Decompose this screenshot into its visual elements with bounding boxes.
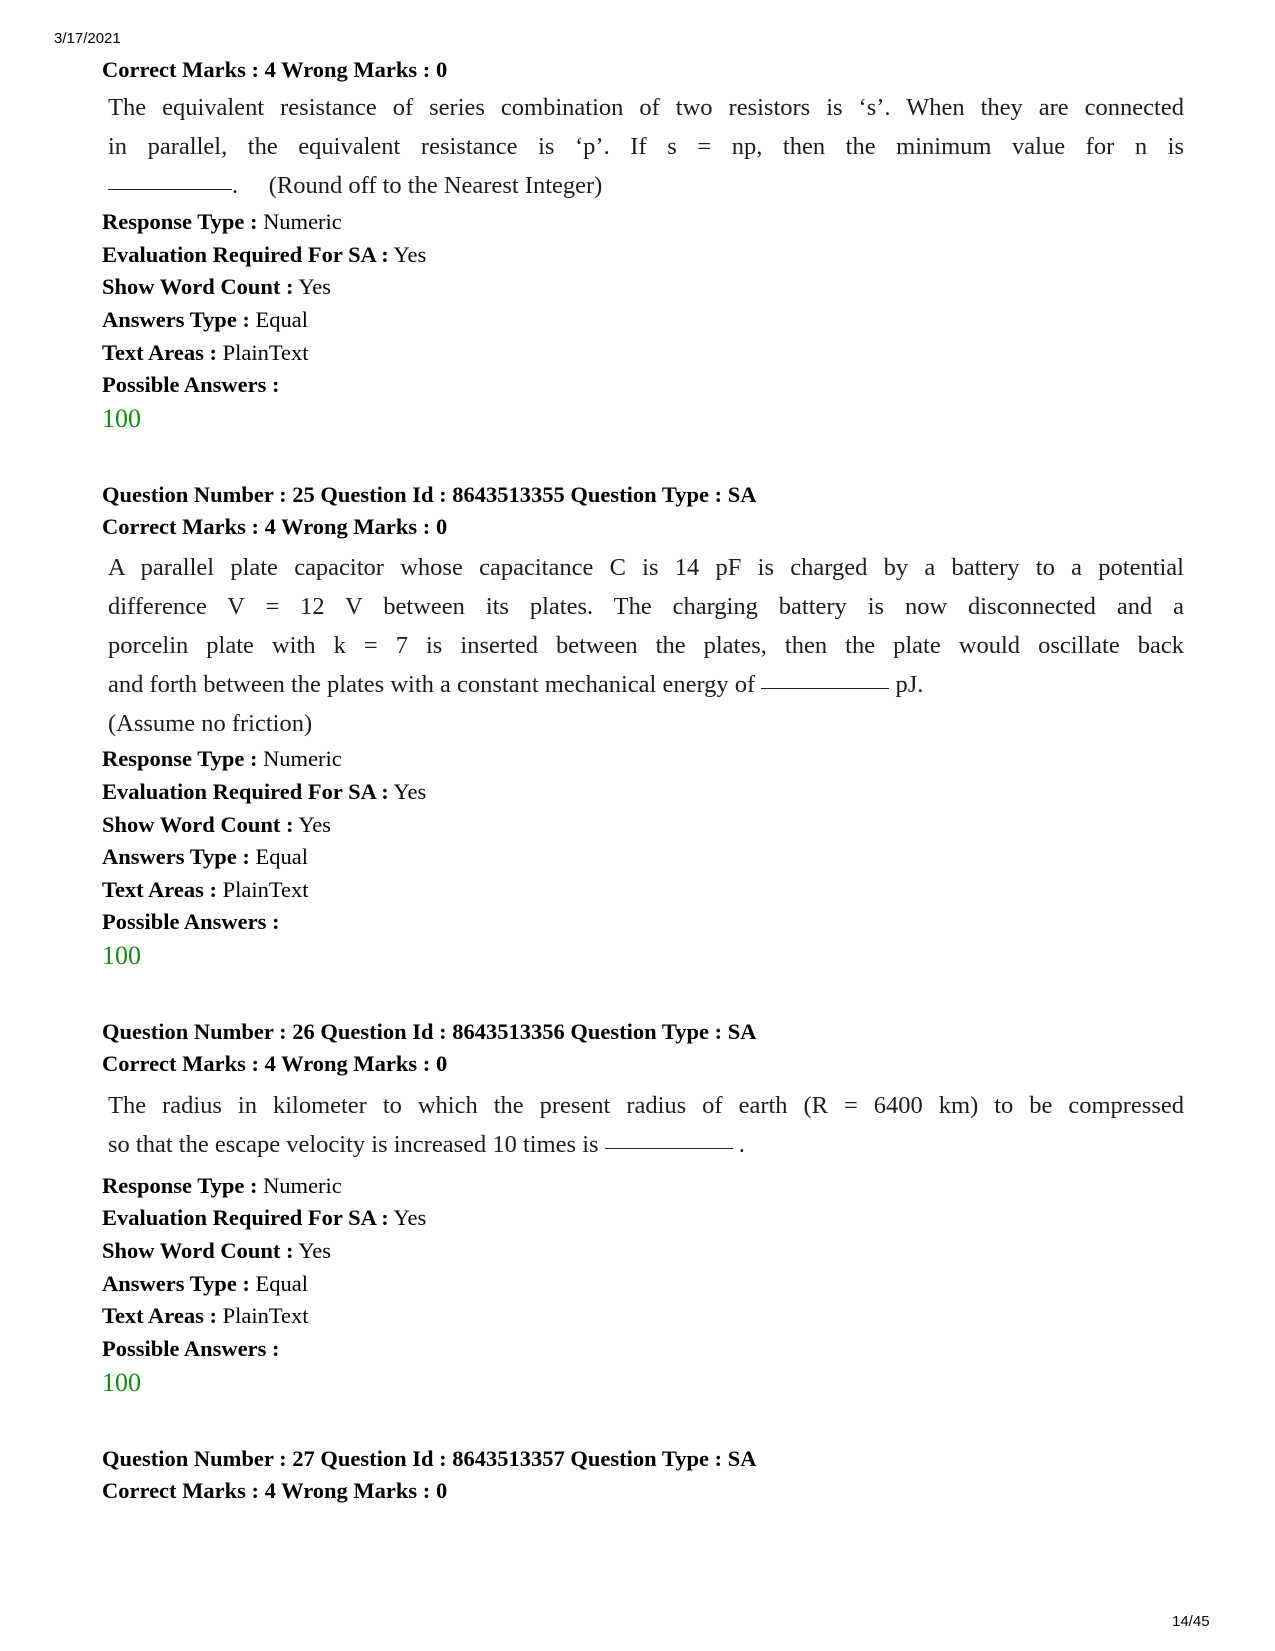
question-id-label: Question Id : bbox=[320, 1446, 447, 1471]
correct-marks-value: 4 bbox=[264, 1051, 276, 1076]
question-text-line bbox=[108, 1125, 1184, 1164]
question-id: 8643513357 bbox=[452, 1446, 565, 1471]
question-text-line: in parallel, the equivalent resistance is ‘p’. If s = np, then the minimum value for n is bbox=[108, 133, 1184, 160]
evaluation-label: Evaluation Required For SA : bbox=[102, 1205, 389, 1230]
word-count-row bbox=[102, 1237, 331, 1265]
text-areas-label: Text Areas : bbox=[102, 877, 217, 902]
wrong-marks-value: 0 bbox=[435, 514, 448, 539]
word-count-label: Show Word Count : bbox=[102, 274, 294, 299]
response-type-value: Numeric bbox=[263, 746, 342, 771]
possible-answers-label: Possible Answers : bbox=[102, 909, 280, 934]
correct-marks-label: Correct Marks : bbox=[102, 1478, 260, 1503]
correct-marks-label: Correct Marks : bbox=[102, 514, 260, 539]
question-id: 8643513355 bbox=[452, 482, 565, 507]
sentence-end: . bbox=[738, 1131, 745, 1158]
question-text-line: (Assume no friction) bbox=[108, 710, 313, 737]
possible-answers-row bbox=[102, 371, 280, 399]
response-type-row bbox=[102, 1172, 342, 1200]
answers-type-label: Answers Type : bbox=[102, 844, 250, 869]
response-type-label: Response Type : bbox=[102, 209, 258, 234]
question-text-line: The radius in kilometer to which the present radius of earth (R = 6400 km) to be compressed bbox=[108, 1092, 1184, 1119]
possible-answers-label: Possible Answers : bbox=[102, 372, 280, 397]
text-areas-row bbox=[102, 339, 309, 367]
response-type-value: Numeric bbox=[263, 1173, 342, 1198]
word-count-value: Yes bbox=[298, 1238, 332, 1263]
question-type: SA bbox=[727, 482, 757, 507]
evaluation-value: Yes bbox=[393, 1205, 427, 1230]
question-header bbox=[102, 1018, 756, 1046]
page-number: 14/45 bbox=[1172, 1613, 1210, 1630]
possible-answer-value: 100 bbox=[102, 941, 141, 970]
evaluation-label: Evaluation Required For SA : bbox=[102, 242, 389, 267]
wrong-marks-value: 0 bbox=[435, 1478, 448, 1503]
question-number: 26 bbox=[292, 1019, 315, 1044]
question-id-label: Question Id : bbox=[320, 1019, 447, 1044]
possible-answers-label: Possible Answers : bbox=[102, 1336, 280, 1361]
wrong-marks-label: Wrong Marks : bbox=[281, 1478, 431, 1503]
answers-type-label: Answers Type : bbox=[102, 307, 250, 332]
answer-blank bbox=[605, 1147, 733, 1149]
question-text-line: A parallel plate capacitor whose capacitance C is 14 pF is charged by a battery to a potential bbox=[108, 554, 1184, 581]
question-number-label: Question Number : bbox=[102, 482, 287, 507]
answers-type-row bbox=[102, 843, 308, 871]
text-areas-label: Text Areas : bbox=[102, 1303, 217, 1328]
wrong-marks-value: 0 bbox=[435, 1051, 448, 1076]
question-type-label: Question Type : bbox=[570, 1019, 723, 1044]
question-text-line: . (Round off to the Nearest Integer) bbox=[108, 166, 1184, 205]
wrong-marks-label: Wrong Marks : bbox=[281, 1051, 431, 1076]
response-type-label: Response Type : bbox=[102, 1173, 258, 1198]
marks-line bbox=[102, 1477, 447, 1505]
question-number: 25 bbox=[292, 482, 315, 507]
response-type-row bbox=[102, 208, 342, 236]
correct-marks-label: Correct Marks : bbox=[102, 1051, 260, 1076]
question-type-label: Question Type : bbox=[570, 482, 723, 507]
evaluation-row bbox=[102, 241, 426, 269]
question-text-fragment: and forth between the plates with a constant mechanical energy of bbox=[108, 671, 756, 698]
wrong-marks-label: Wrong Marks : bbox=[281, 57, 431, 82]
evaluation-label: Evaluation Required For SA : bbox=[102, 779, 389, 804]
word-count-row bbox=[102, 811, 331, 839]
question-text bbox=[108, 88, 1184, 205]
text-areas-row bbox=[102, 876, 309, 904]
answers-type-row bbox=[102, 1270, 308, 1298]
unit-text: pJ. bbox=[895, 671, 924, 698]
rounding-note: (Round off to the Nearest Integer) bbox=[268, 172, 603, 199]
possible-answers-row bbox=[102, 908, 280, 936]
question-type: SA bbox=[727, 1446, 757, 1471]
question-text bbox=[108, 1086, 1184, 1164]
possible-answer-value: 100 bbox=[102, 404, 141, 433]
question-number-label: Question Number : bbox=[102, 1019, 287, 1044]
text-areas-value: PlainText bbox=[222, 1303, 309, 1328]
question-type-label: Question Type : bbox=[570, 1446, 723, 1471]
answers-type-value: Equal bbox=[255, 307, 309, 332]
question-text-fragment: so that the escape velocity is increased 10 times is bbox=[108, 1131, 599, 1158]
text-areas-value: PlainText bbox=[222, 877, 309, 902]
correct-marks-value: 4 bbox=[264, 57, 276, 82]
evaluation-value: Yes bbox=[393, 779, 427, 804]
marks-line bbox=[102, 1050, 447, 1078]
question-text-line bbox=[108, 665, 1184, 704]
text-areas-value: PlainText bbox=[222, 340, 309, 365]
text-areas-label: Text Areas : bbox=[102, 340, 217, 365]
answer-blank bbox=[761, 687, 889, 689]
question-text-line: porcelin plate with k = 7 is inserted between the plates, then the plate would oscillate back bbox=[108, 632, 1184, 659]
answers-type-row bbox=[102, 306, 308, 334]
question-type: SA bbox=[727, 1019, 757, 1044]
print-date: 3/17/2021 bbox=[54, 30, 121, 47]
word-count-value: Yes bbox=[298, 812, 332, 837]
answers-type-value: Equal bbox=[255, 844, 309, 869]
response-type-row bbox=[102, 745, 342, 773]
question-number-label: Question Number : bbox=[102, 1446, 287, 1471]
word-count-label: Show Word Count : bbox=[102, 1238, 294, 1263]
evaluation-value: Yes bbox=[393, 242, 427, 267]
text-areas-row bbox=[102, 1302, 309, 1330]
response-type-label: Response Type : bbox=[102, 746, 258, 771]
answers-type-label: Answers Type : bbox=[102, 1271, 250, 1296]
possible-answer-value: 100 bbox=[102, 1368, 141, 1397]
correct-marks-value: 4 bbox=[264, 514, 276, 539]
question-text-line: The equivalent resistance of series combination of two resistors is ‘s’. When they are connected bbox=[108, 94, 1184, 121]
question-header bbox=[102, 1445, 756, 1473]
question-text-line: difference V = 12 V between its plates. The charging battery is now disconnected and a bbox=[108, 593, 1184, 620]
answers-type-value: Equal bbox=[255, 1271, 309, 1296]
marks-line bbox=[102, 513, 447, 541]
evaluation-row bbox=[102, 1204, 426, 1232]
wrong-marks-label: Wrong Marks : bbox=[281, 514, 431, 539]
word-count-label: Show Word Count : bbox=[102, 812, 294, 837]
question-id: 8643513356 bbox=[452, 1019, 565, 1044]
marks-line bbox=[102, 56, 447, 84]
evaluation-row bbox=[102, 778, 426, 806]
question-text bbox=[108, 548, 1184, 743]
wrong-marks-value: 0 bbox=[435, 57, 448, 82]
correct-marks-label: Correct Marks : bbox=[102, 57, 260, 82]
word-count-row bbox=[102, 273, 331, 301]
question-number: 27 bbox=[292, 1446, 315, 1471]
question-header bbox=[102, 481, 756, 509]
question-id-label: Question Id : bbox=[320, 482, 447, 507]
possible-answers-row bbox=[102, 1335, 280, 1363]
correct-marks-value: 4 bbox=[264, 1478, 276, 1503]
word-count-value: Yes bbox=[298, 274, 332, 299]
response-type-value: Numeric bbox=[263, 209, 342, 234]
answer-blank bbox=[108, 188, 232, 190]
